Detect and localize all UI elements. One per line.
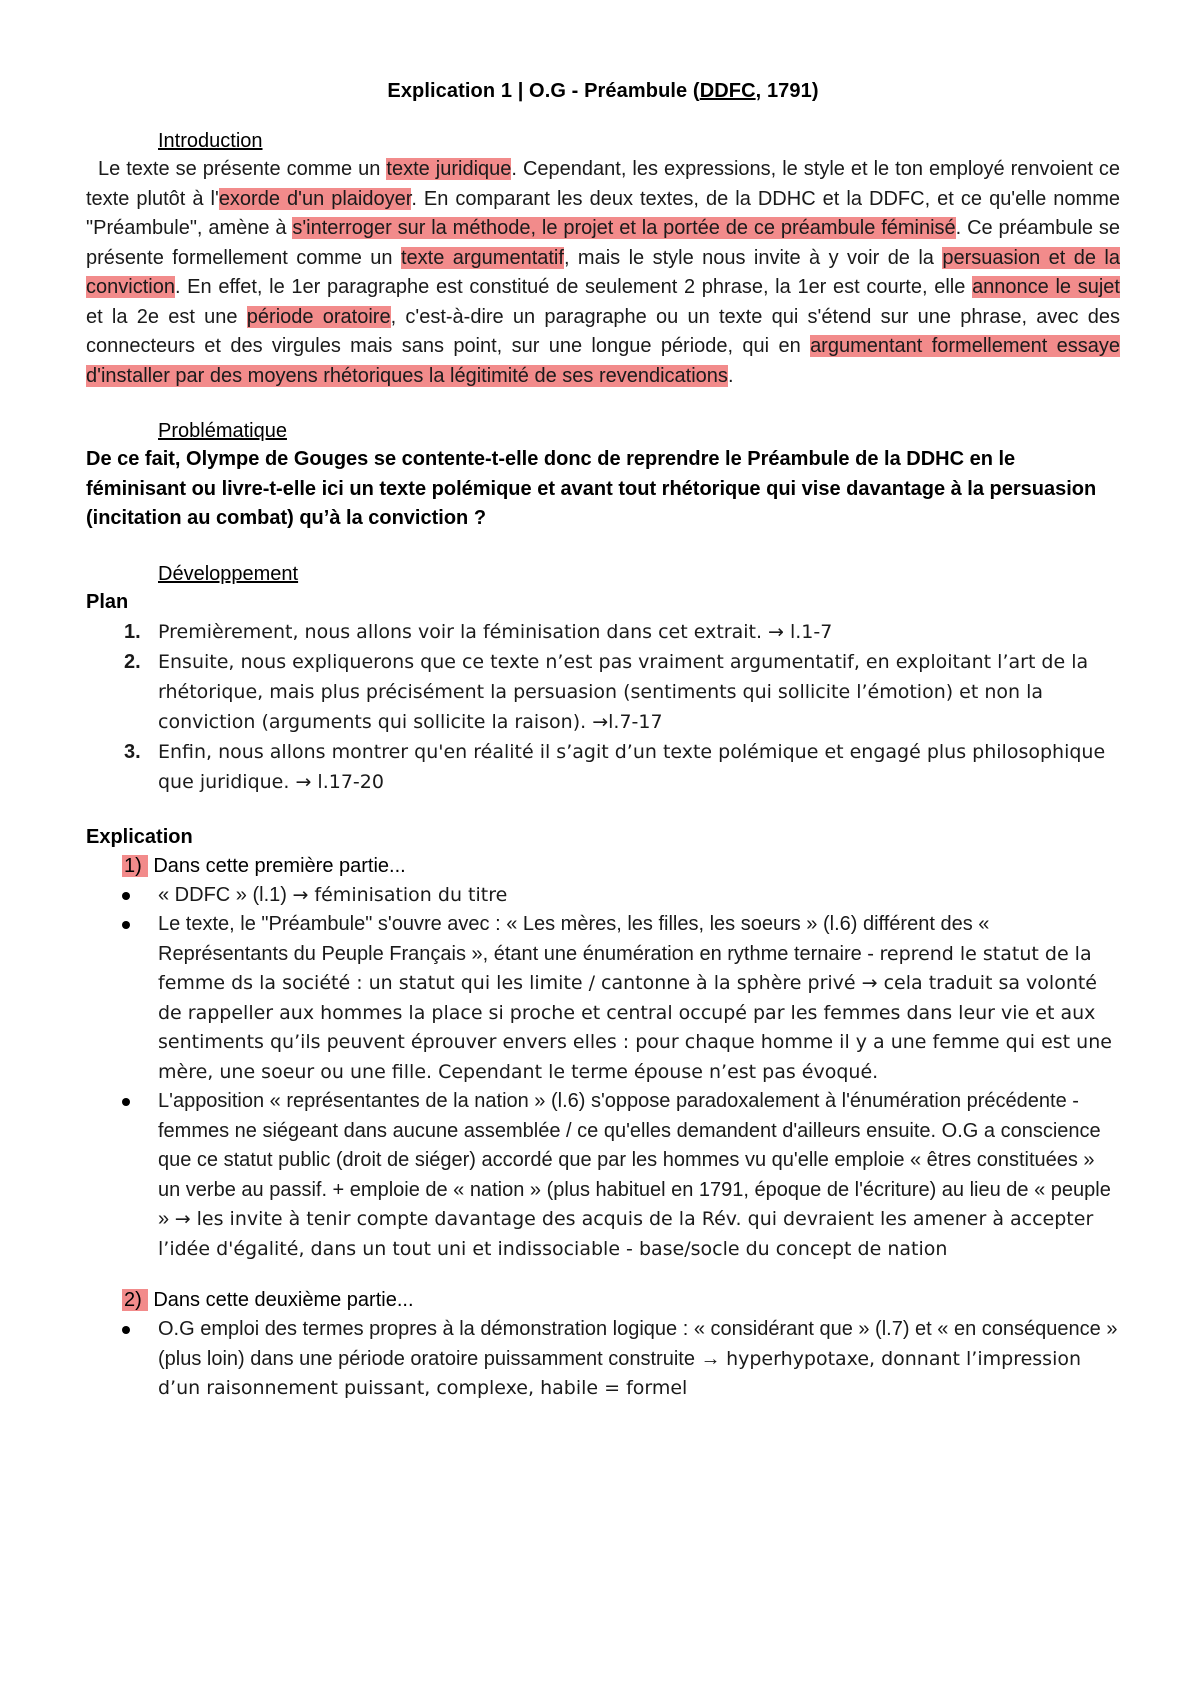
bullet-dot-icon xyxy=(122,1098,130,1106)
bullet-item xyxy=(158,881,1120,911)
plan-list xyxy=(86,617,1120,797)
bullet-text-a: L'apposition « représentantes de la nation » (l.6) s'oppose paradoxalement à l'énumération précédente - femmes ne siégeant dans aucune assemblée / ce qu'elles demandent d'ailleurs ensuite. O.G a conscience que ce statut public (droit de siéger) accordé que par les hommes vu qu'elle emploie « êtres constituées » un verbe au passif. + emploie de « nation » (plus habituel en 1791, époque de l'écriture) au lieu de « peuple » xyxy=(158,1090,1111,1230)
highlighted-phrase: argumentant formellement essaye d'installer par des moyens rhétoriques la légitimité de ses revendications xyxy=(86,335,1121,387)
highlighted-phrase: annonce le sujet xyxy=(972,276,1120,298)
part-2-heading xyxy=(86,1286,1120,1315)
plan-item-number: 2. xyxy=(124,650,141,673)
bullet-text-b: → féminisation du titre xyxy=(292,883,508,906)
title-suffix: , 1791) xyxy=(755,80,819,102)
intro-text-segment: et la 2e est une xyxy=(86,305,247,328)
bullet-item xyxy=(158,1087,1120,1264)
highlighted-phrase: s'interroger sur la méthode, le projet et la portée de ce préambule féminisé xyxy=(292,217,956,239)
intro-text-segment: Le texte se présente comme un xyxy=(98,158,387,180)
part-1-title: Dans cette première partie... xyxy=(153,854,406,877)
bullet-text-b: reprend le statut de la femme ds la société : un statut qui les limite / cantonne à la sphère privé → cela traduit sa volonté de rappeller aux hommes la place si proche et central occupé par les femmes dans leur vie et aux sentiments qu’ils peuvent éprouver envers elles : pour chaque homme il y a une femme qui est une mère, une soeur ou une fille. Cependant le terme épouse n’est pas évoqué. xyxy=(158,942,1112,1083)
part-2-number: 2) xyxy=(122,1289,148,1311)
bullet-text-a: O.G emploi des termes propres à la démonstration logique : « considérant que » (l.7) et « en conséquence » (plus loin) dans une période oratoire puissamment construite → xyxy=(158,1318,1118,1370)
plan-item xyxy=(124,617,1120,647)
part-2-bullets xyxy=(86,1315,1120,1404)
intro-text-segment: . Cependant, les expressions, le style et le ton employé renvoient ce texte plutôt à l' xyxy=(86,158,1120,210)
highlighted-phrase: texte argumentatif xyxy=(400,246,564,269)
part-2-title: Dans cette deuxième partie... xyxy=(153,1289,414,1311)
document-content xyxy=(86,80,1120,1404)
intro-text-segment: . xyxy=(727,364,734,387)
title-prefix: Explication 1 | O.G - Préambule ( xyxy=(387,80,700,102)
document-title xyxy=(86,80,1120,103)
explication-label: Explication xyxy=(86,825,193,848)
highlighted-phrase: texte juridique xyxy=(386,158,512,180)
developpement-heading: Développement xyxy=(158,562,299,585)
part-1-heading xyxy=(86,852,1120,881)
part-1-number: 1) xyxy=(122,855,148,877)
bullet-dot-icon xyxy=(122,921,130,929)
plan-item-text: Enfin, nous allons montrer qu'en réalité il s’agit d’un texte polémique et engagé plus philosophique que juridique. → l.17-20 xyxy=(158,740,1106,793)
highlighted-phrase: période oratoire xyxy=(246,305,391,328)
plan-item xyxy=(124,737,1120,797)
plan-item xyxy=(124,647,1120,737)
problematique-heading: Problématique xyxy=(158,420,287,442)
intro-text-segment: , c'est-à-dire un paragraphe ou un texte qui s'étend sur une phrase, avec des connecteurs et des virgules mais sans point, sur une longue période, qui en xyxy=(86,305,1120,357)
bullet-text-a: « DDFC » (l.1) xyxy=(158,883,293,906)
plan-label: Plan xyxy=(86,590,129,613)
title-abbr: DDFC xyxy=(699,80,756,102)
intro-text-segment: . En effet, le 1er paragraphe est constitué de seulement 2 phrase, la 1er est courte, elle xyxy=(174,276,973,298)
plan-item-text: Premièrement, nous allons voir la féminisation dans cet extrait. → l.1-7 xyxy=(158,620,833,643)
intro-text-segment: . En comparant les deux textes, de la DDHC et la DDFC, et ce qu'elle nomme "Préambule", amène à xyxy=(86,187,1120,239)
bullet-dot-icon xyxy=(122,892,130,900)
highlighted-phrase: persuasion et de la conviction xyxy=(86,246,1120,298)
bullet-item xyxy=(158,910,1120,1087)
problematique-text: De ce fait, Olympe de Gouges se contente-t-elle donc de reprendre le Préambule de la DDHC en le féminisant ou livre-t-elle ici un texte polémique et avant tout rhétorique qui vise davantage à la persuasion (incitation au combat) qu’à la conviction ? xyxy=(86,448,1097,529)
bullet-text-b: hyperhypotaxe, donnant l’impression d’un raisonnement puissant, complexe, habile = formel xyxy=(158,1347,1082,1399)
introduction-paragraph xyxy=(86,155,1120,391)
plan-item-text: Ensuite, nous expliquerons que ce texte n’est pas vraiment argumentatif, en exploitant l’art de la rhétorique, mais plus précisément la persuasion (sentiments qui sollicite l’émotion) et non la conviction (arguments qui sollicite la raison). →l.7-17 xyxy=(158,650,1089,733)
part-1-bullets xyxy=(86,881,1120,1265)
bullet-item xyxy=(158,1315,1120,1404)
plan-item-number: 1. xyxy=(124,620,141,643)
introduction-heading: Introduction xyxy=(158,130,263,152)
plan-item-number: 3. xyxy=(124,740,141,763)
bullet-text-b: → les invite à tenir compte davantage des acquis de la Rév. qui devraient les amener à accepter l’idée d'égalité, dans un tout uni et indissociable - base/socle du concept de nation xyxy=(158,1208,1094,1260)
intro-text-segment: , mais le style nous invite à y voir de la xyxy=(563,246,943,269)
bullet-dot-icon xyxy=(122,1326,130,1334)
highlighted-phrase: exorde d'un plaidoyer xyxy=(218,187,412,210)
bullet-text-a: Le texte, le "Préambule" s'ouvre avec : « Les mères, les filles, les soeurs » (l.6) différent des « Représentants du Peuple Français », étant une énumération en rythme ternaire - xyxy=(158,913,990,965)
intro-text-segment: . Ce préambule se présente formellement comme un xyxy=(86,217,1120,269)
